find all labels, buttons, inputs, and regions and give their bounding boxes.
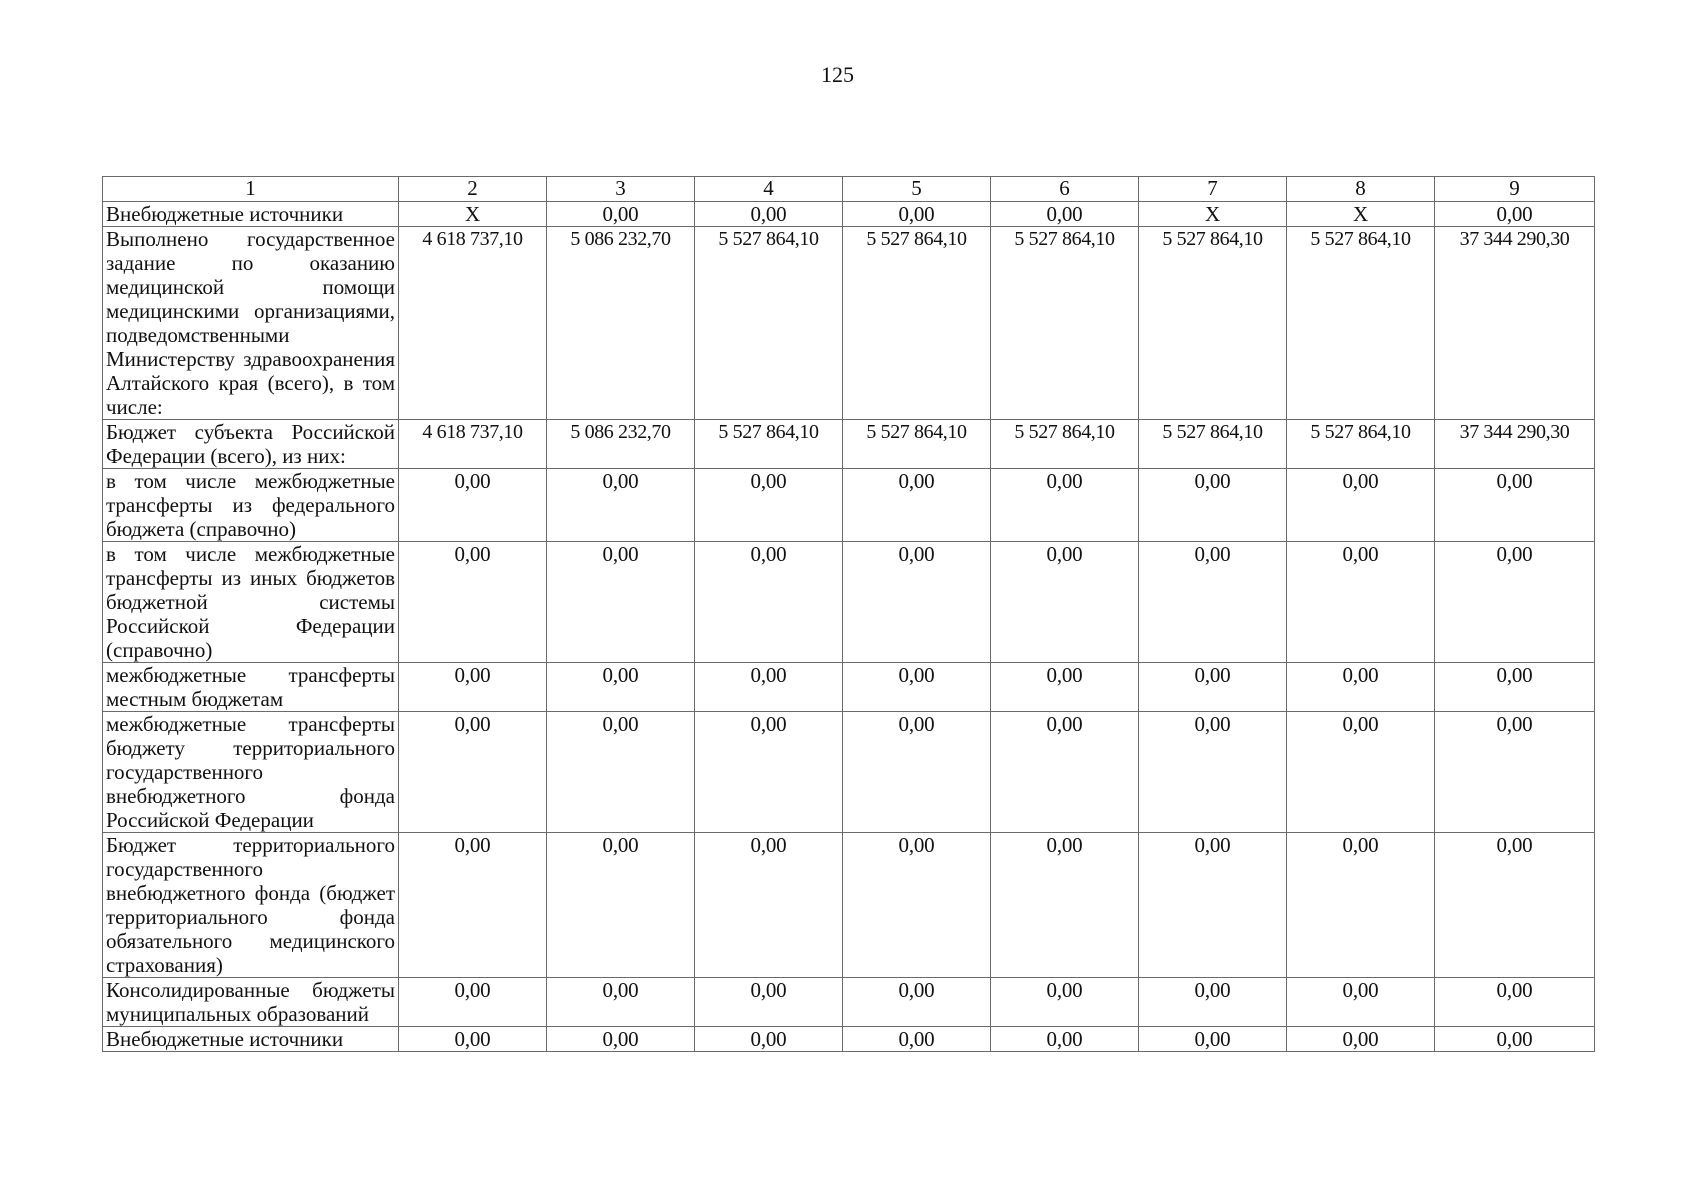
value-cell: 0,00 xyxy=(843,663,991,712)
row-label: Внебюджетные источники xyxy=(103,202,399,227)
column-header: 9 xyxy=(1435,177,1595,202)
value-cell: 5 527 864,10 xyxy=(843,420,991,469)
value-cell: 0,00 xyxy=(1435,542,1595,663)
row-label: межбюджетные трансферты бюджету территориального государственного внебюджетного фонда Российской Федерации xyxy=(103,712,399,833)
table-body xyxy=(103,177,1595,1052)
value-cell: 0,00 xyxy=(1139,712,1287,833)
value-cell: 0,00 xyxy=(1287,542,1435,663)
value-cell: 5 527 864,10 xyxy=(991,227,1139,420)
value-cell: 0,00 xyxy=(991,663,1139,712)
column-header: 3 xyxy=(547,177,695,202)
value-cell: 0,00 xyxy=(991,978,1139,1027)
column-number-row xyxy=(103,177,1595,202)
value-cell: 37 344 290,30 xyxy=(1435,227,1595,420)
table-row xyxy=(103,663,1595,712)
value-cell: 0,00 xyxy=(991,833,1139,978)
value-cell: 0,00 xyxy=(843,469,991,542)
value-cell: 0,00 xyxy=(843,712,991,833)
value-cell: 0,00 xyxy=(1139,542,1287,663)
row-label: межбюджетные трансферты местным бюджетам xyxy=(103,663,399,712)
value-cell: 0,00 xyxy=(991,542,1139,663)
table-row xyxy=(103,420,1595,469)
value-cell: 5 527 864,10 xyxy=(1139,227,1287,420)
value-cell: 5 086 232,70 xyxy=(547,227,695,420)
row-label: Бюджет субъекта Российской Федерации (всего), из них: xyxy=(103,420,399,469)
value-cell: 0,00 xyxy=(991,469,1139,542)
value-cell: 5 086 232,70 xyxy=(547,420,695,469)
table-row xyxy=(103,978,1595,1027)
value-cell: 0,00 xyxy=(843,542,991,663)
value-cell: 0,00 xyxy=(547,663,695,712)
table-row xyxy=(103,202,1595,227)
value-cell: 0,00 xyxy=(695,663,843,712)
table-row xyxy=(103,833,1595,978)
value-cell: 5 527 864,10 xyxy=(1287,227,1435,420)
value-cell: 0,00 xyxy=(991,202,1139,227)
value-cell: 0,00 xyxy=(695,542,843,663)
value-cell: 4 618 737,10 xyxy=(399,227,547,420)
value-cell: 0,00 xyxy=(399,469,547,542)
value-cell: 0,00 xyxy=(991,712,1139,833)
value-cell: 0,00 xyxy=(547,833,695,978)
budget-table xyxy=(102,176,1595,1052)
row-label: Внебюджетные источники xyxy=(103,1027,399,1052)
value-cell: 0,00 xyxy=(843,202,991,227)
value-cell: 0,00 xyxy=(399,663,547,712)
value-cell: 0,00 xyxy=(1139,1027,1287,1052)
value-cell: 0,00 xyxy=(1287,469,1435,542)
row-label: Консолидированные бюджеты муниципальных образований xyxy=(103,978,399,1027)
value-cell: 0,00 xyxy=(1139,833,1287,978)
value-cell: 5 527 864,10 xyxy=(695,420,843,469)
value-cell: 0,00 xyxy=(399,978,547,1027)
value-cell: 0,00 xyxy=(843,833,991,978)
value-cell: 0,00 xyxy=(547,978,695,1027)
value-cell: 0,00 xyxy=(547,469,695,542)
row-label: Выполнено государственное задание по оказанию медицинской помощи медицинскими организациями, подведомственными Министерству здравоохранения Алтайского края (всего), в том числе: xyxy=(103,227,399,420)
value-cell: 5 527 864,10 xyxy=(695,227,843,420)
value-cell: 5 527 864,10 xyxy=(991,420,1139,469)
column-header: 4 xyxy=(695,177,843,202)
value-cell: 0,00 xyxy=(1435,202,1595,227)
column-header: 8 xyxy=(1287,177,1435,202)
value-cell: Х xyxy=(1139,202,1287,227)
table-row xyxy=(103,542,1595,663)
value-cell: 0,00 xyxy=(399,712,547,833)
value-cell: 0,00 xyxy=(1287,663,1435,712)
table-row xyxy=(103,712,1595,833)
column-header: 7 xyxy=(1139,177,1287,202)
value-cell: 0,00 xyxy=(1435,663,1595,712)
column-header: 5 xyxy=(843,177,991,202)
value-cell: 0,00 xyxy=(1139,469,1287,542)
column-header: 6 xyxy=(991,177,1139,202)
value-cell: 0,00 xyxy=(1435,833,1595,978)
value-cell: 4 618 737,10 xyxy=(399,420,547,469)
value-cell: 0,00 xyxy=(1287,978,1435,1027)
value-cell: 0,00 xyxy=(1287,712,1435,833)
value-cell: 0,00 xyxy=(547,1027,695,1052)
value-cell: 0,00 xyxy=(1139,663,1287,712)
value-cell: 0,00 xyxy=(1139,978,1287,1027)
value-cell: Х xyxy=(399,202,547,227)
row-label: в том числе межбюджетные трансферты из иных бюджетов бюджетной системы Российской Федерации (справочно) xyxy=(103,542,399,663)
value-cell: 0,00 xyxy=(547,542,695,663)
row-label: Бюджет территориального государственного внебюджетного фонда (бюджет территориального фонда обязательного медицинского страхования) xyxy=(103,833,399,978)
value-cell: 37 344 290,30 xyxy=(1435,420,1595,469)
value-cell: 0,00 xyxy=(1435,978,1595,1027)
value-cell: 0,00 xyxy=(1287,1027,1435,1052)
value-cell: 5 527 864,10 xyxy=(1139,420,1287,469)
table-row xyxy=(103,469,1595,542)
value-cell: 0,00 xyxy=(547,202,695,227)
value-cell: 0,00 xyxy=(1435,712,1595,833)
value-cell: 0,00 xyxy=(695,978,843,1027)
value-cell: 0,00 xyxy=(843,1027,991,1052)
table-row xyxy=(103,227,1595,420)
value-cell: 0,00 xyxy=(695,833,843,978)
value-cell: Х xyxy=(1287,202,1435,227)
page-number: 125 xyxy=(821,62,854,87)
row-label: в том числе межбюджетные трансферты из федерального бюджета (справочно) xyxy=(103,469,399,542)
value-cell: 0,00 xyxy=(399,1027,547,1052)
value-cell: 0,00 xyxy=(695,1027,843,1052)
value-cell: 0,00 xyxy=(547,712,695,833)
table-row xyxy=(103,1027,1595,1052)
column-header: 1 xyxy=(103,177,399,202)
value-cell: 0,00 xyxy=(1435,469,1595,542)
value-cell: 0,00 xyxy=(695,202,843,227)
value-cell: 0,00 xyxy=(991,1027,1139,1052)
value-cell: 0,00 xyxy=(695,712,843,833)
value-cell: 0,00 xyxy=(399,833,547,978)
value-cell: 0,00 xyxy=(1287,833,1435,978)
value-cell: 0,00 xyxy=(843,978,991,1027)
column-header: 2 xyxy=(399,177,547,202)
value-cell: 0,00 xyxy=(1435,1027,1595,1052)
value-cell: 5 527 864,10 xyxy=(843,227,991,420)
value-cell: 0,00 xyxy=(695,469,843,542)
value-cell: 0,00 xyxy=(399,542,547,663)
value-cell: 5 527 864,10 xyxy=(1287,420,1435,469)
